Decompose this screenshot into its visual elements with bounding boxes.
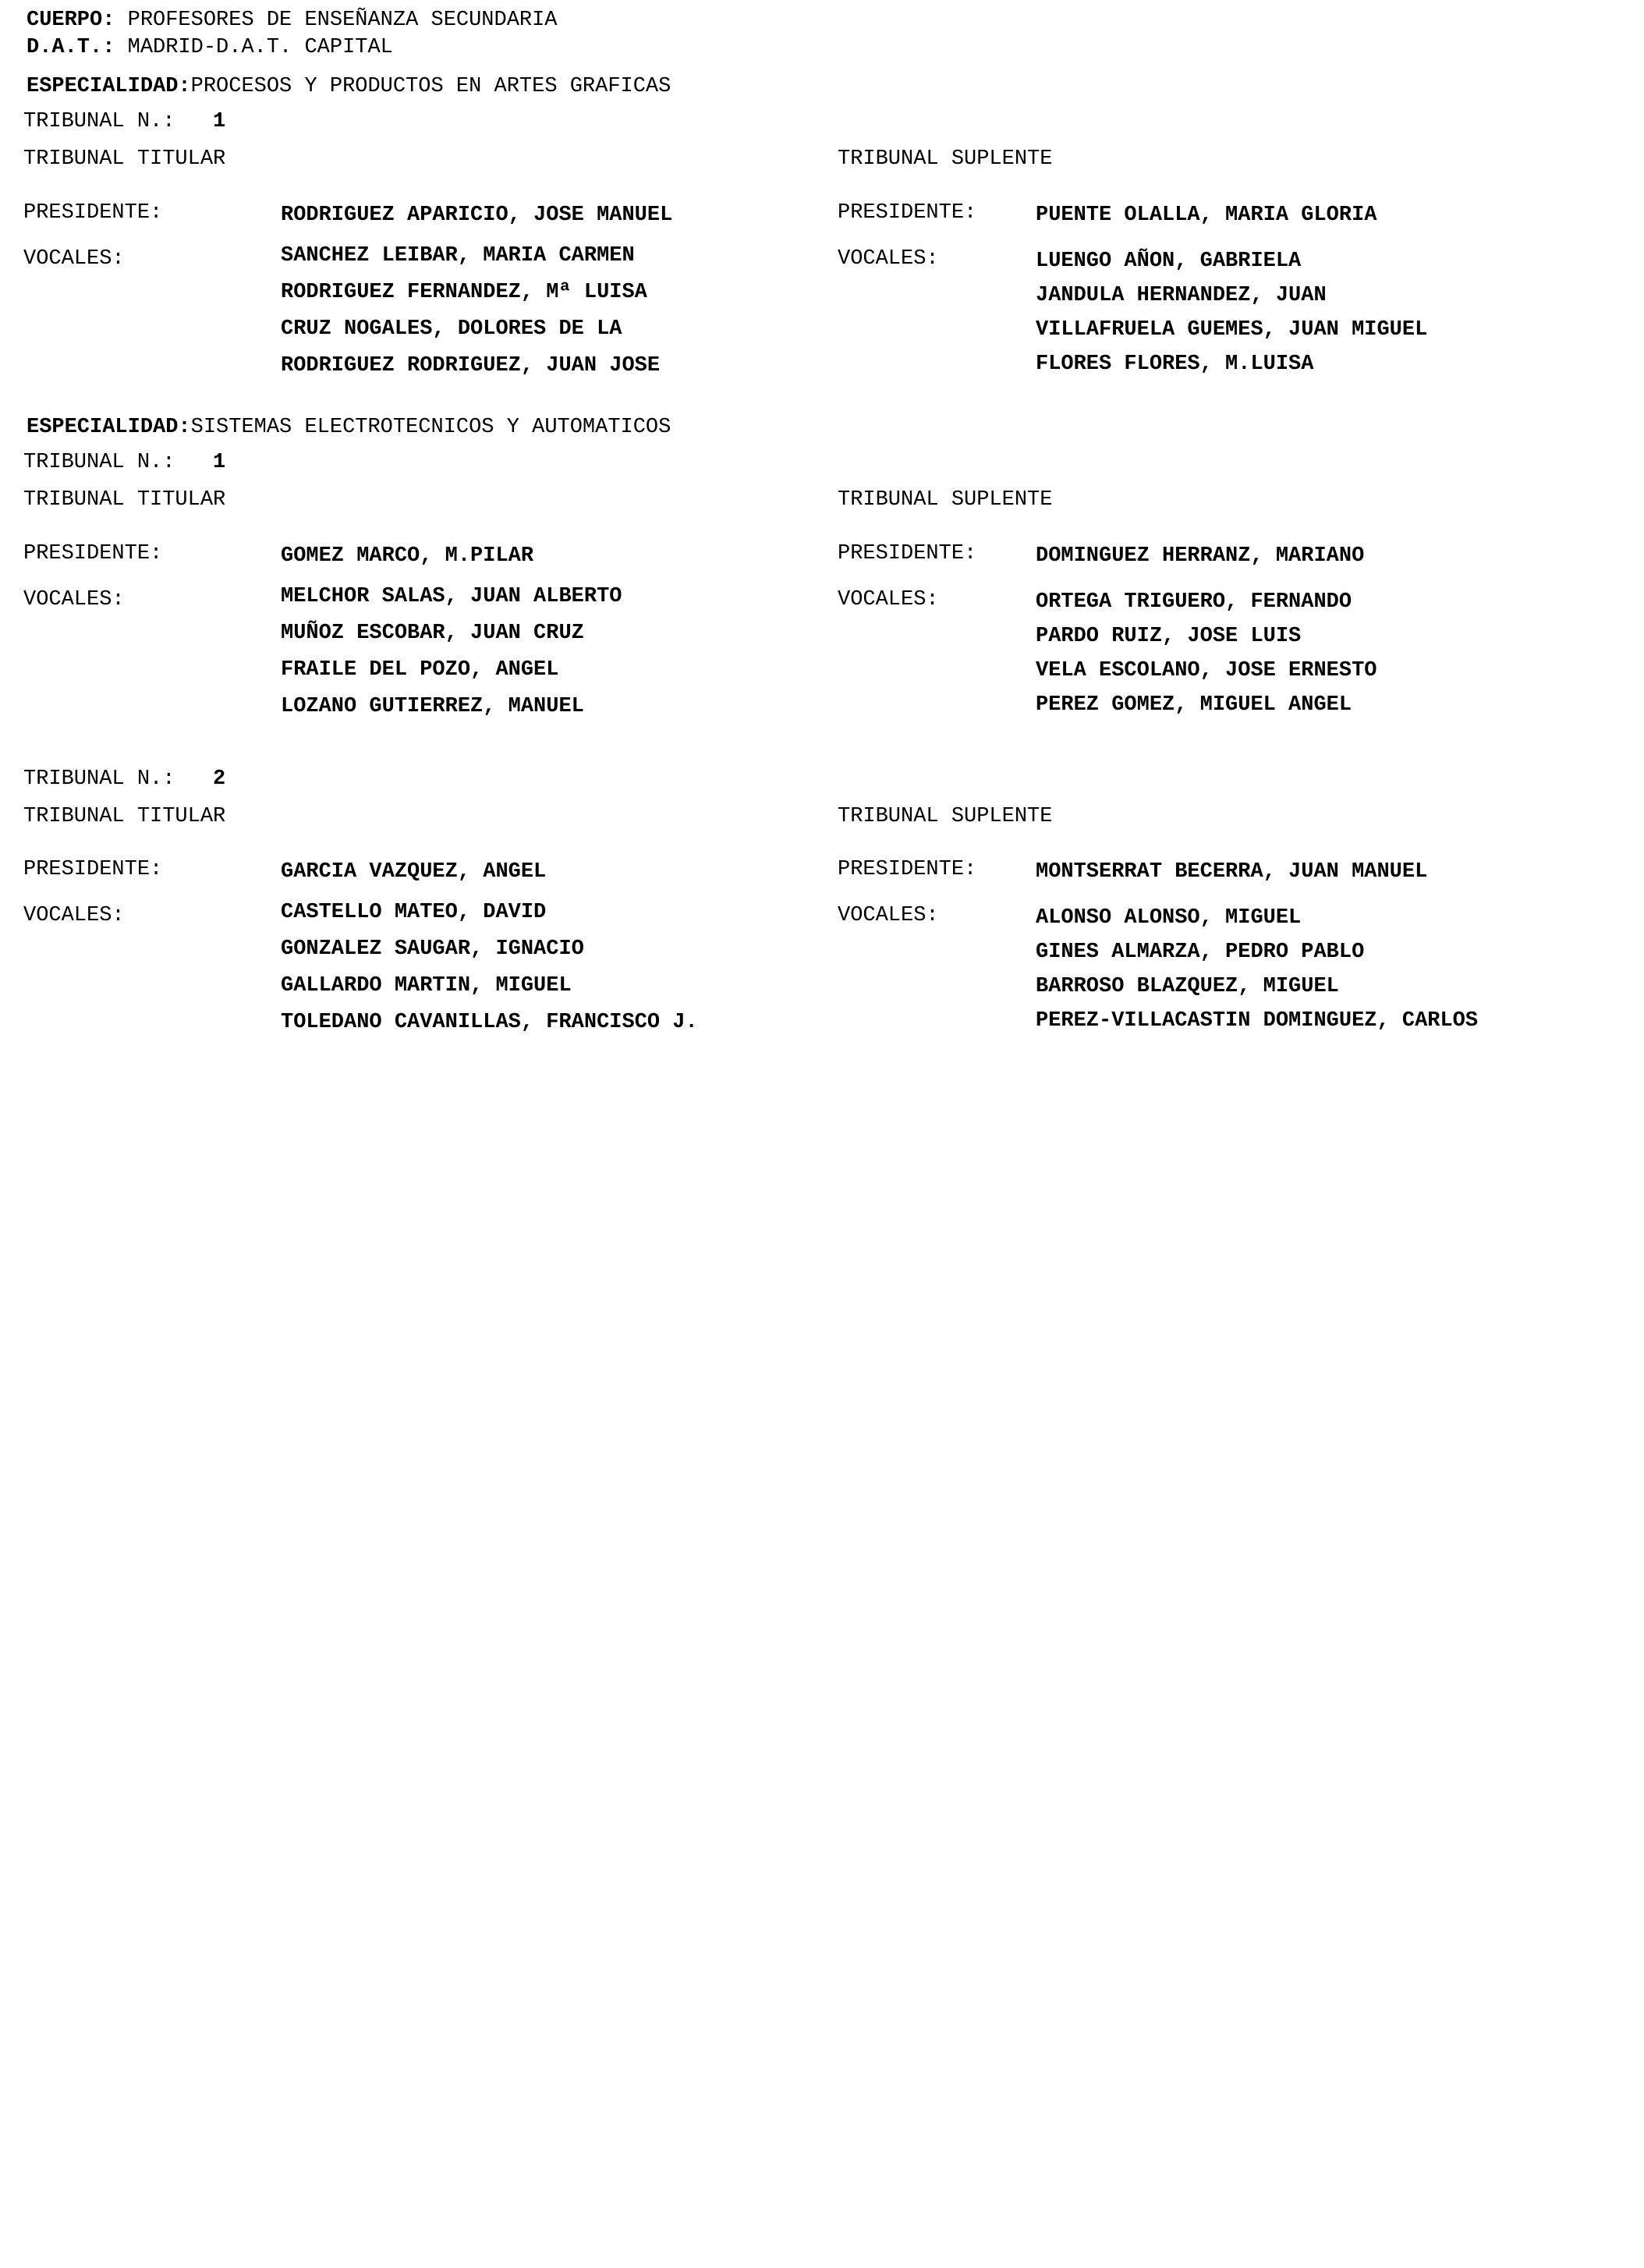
suplente-vocal: VILLAFRUELA GUEMES, JUAN MIGUEL [1036,318,1428,342]
cuerpo-value: PROFESORES DE ENSEÑANZA SECUNDARIA [127,9,558,32]
tribunal-number-label: TRIBUNAL N.: [23,767,175,791]
vocales-label: VOCALES: [23,904,125,927]
suplente-vocal: GINES ALMARZA, PEDRO PABLO [1036,941,1365,964]
suplente-vocal: JANDULA HERNANDEZ, JUAN [1036,284,1327,307]
suplente-presidente: MONTSERRAT BECERRA, JUAN MANUEL [1036,860,1428,884]
tribunal-suplente-heading: TRIBUNAL SUPLENTE [838,805,1053,828]
dat-label: D.A.T.: [27,36,115,59]
tribunal-number-label: TRIBUNAL N.: [23,110,175,133]
titular-vocal: CRUZ NOGALES, DOLORES DE LA [281,317,622,341]
tribunal-number-label: TRIBUNAL N.: [23,451,175,474]
suplente-vocal: VELA ESCOLANO, JOSE ERNESTO [1036,659,1377,682]
cuerpo-line [27,8,558,33]
presidente-label: PRESIDENTE: [23,858,163,881]
titular-vocal: GALLARDO MARTIN, MIGUEL [281,974,572,998]
suplente-vocal: PEREZ-VILLACASTIN DOMINGUEZ, CARLOS [1036,1009,1479,1033]
titular-vocal: RODRIGUEZ FERNANDEZ, Mª LUISA [281,281,647,304]
especialidad-label: ESPECIALIDAD: [27,75,191,98]
titular-vocal: LOZANO GUTIERREZ, MANUEL [281,695,584,718]
suplente-vocal: PEREZ GOMEZ, MIGUEL ANGEL [1036,693,1352,717]
especialidad-line [27,415,671,440]
tribunal-number-line [23,450,225,475]
suplente-presidente: DOMINGUEZ HERRANZ, MARIANO [1036,544,1365,568]
tribunal-number-line [23,109,225,134]
suplente-vocal: BARROSO BLAZQUEZ, MIGUEL [1036,975,1339,998]
especialidad-value: PROCESOS Y PRODUCTOS EN ARTES GRAFICAS [190,75,671,98]
especialidad-line [27,74,671,99]
vocales-label: VOCALES: [838,904,939,927]
cuerpo-label: CUERPO: [27,9,115,32]
vocales-label: VOCALES: [23,247,125,271]
dat-value: MADRID-D.A.T. CAPITAL [127,36,393,59]
suplente-vocal: ORTEGA TRIGUERO, FERNANDO [1036,590,1352,614]
titular-vocal: SANCHEZ LEIBAR, MARIA CARMEN [281,244,635,268]
tribunal-titular-heading: TRIBUNAL TITULAR [23,147,226,171]
presidente-label: PRESIDENTE: [838,201,977,225]
vocales-label: VOCALES: [838,588,939,611]
titular-vocal: MUÑOZ ESCOBAR, JUAN CRUZ [281,622,584,645]
suplente-vocal: FLORES FLORES, M.LUISA [1036,353,1314,376]
presidente-label: PRESIDENTE: [838,858,977,881]
vocales-label: VOCALES: [838,247,939,271]
tribunal-number: 2 [213,767,226,791]
tribunal-titular-heading: TRIBUNAL TITULAR [23,488,226,512]
titular-presidente: RODRIGUEZ APARICIO, JOSE MANUEL [281,204,673,227]
suplente-presidente: PUENTE OLALLA, MARIA GLORIA [1036,204,1377,227]
vocales-label: VOCALES: [23,588,125,611]
tribunal-titular-heading: TRIBUNAL TITULAR [23,805,226,828]
titular-vocal: GONZALEZ SAUGAR, IGNACIO [281,937,584,961]
presidente-label: PRESIDENTE: [23,542,163,565]
titular-vocal: FRAILE DEL POZO, ANGEL [281,658,559,682]
titular-vocal: MELCHOR SALAS, JUAN ALBERTO [281,585,622,608]
titular-vocal: CASTELLO MATEO, DAVID [281,901,547,924]
titular-vocal: RODRIGUEZ RODRIGUEZ, JUAN JOSE [281,354,661,377]
tribunal-suplente-heading: TRIBUNAL SUPLENTE [838,147,1053,171]
tribunal-number: 1 [213,110,226,133]
dat-line [27,35,393,60]
especialidad-label: ESPECIALIDAD: [27,416,191,439]
titular-presidente: GOMEZ MARCO, M.PILAR [281,544,534,568]
tribunal-suplente-heading: TRIBUNAL SUPLENTE [838,488,1053,512]
suplente-vocal: PARDO RUIZ, JOSE LUIS [1036,625,1302,648]
presidente-label: PRESIDENTE: [838,542,977,565]
tribunal-number: 1 [213,451,226,474]
tribunal-number-line [23,767,225,792]
presidente-label: PRESIDENTE: [23,201,163,225]
titular-vocal: TOLEDANO CAVANILLAS, FRANCISCO J. [281,1011,698,1034]
especialidad-value: SISTEMAS ELECTROTECNICOS Y AUTOMATICOS [190,416,671,439]
suplente-vocal: LUENGO AÑON, GABRIELA [1036,250,1302,273]
titular-presidente: GARCIA VAZQUEZ, ANGEL [281,860,547,884]
suplente-vocal: ALONSO ALONSO, MIGUEL [1036,906,1302,930]
